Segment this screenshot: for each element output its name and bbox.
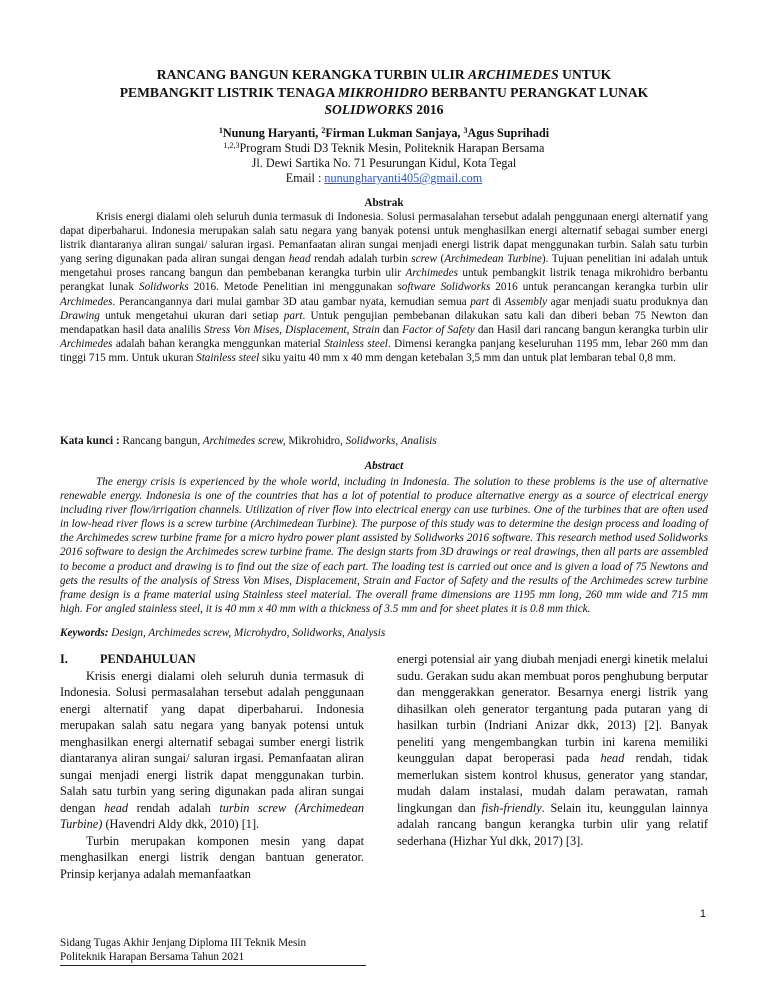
- abstrak-body: Krisis energi dialami oleh seluruh dunia termasuk di Indonesia. Solusi permasalahan tersebut adalah penggunaan energi alternatif yang dapat diperbaharui. Indonesia merupakan salah satu negara yang banyak potensi untuk menghasilkan energi alternatif sebagai sumber energi listrik diantaranya aliran sungai/ saluran irgasi. Pemanfaatan aliran sungai menjadi energi listrik dapat menggunakan turbin. Salah satu turbin yang sering digunakan pada aliran sungai dengan head rendah adalah turbin screw (Archimedean Turbine). Tujuan penelitian ini adalah untuk mengetahui proses rancang bangun dan pembebanan kerangka turbin ulir Archimedes untuk pembangkit listrik tenaga mikrohidro berbantu perangkat lunak Solidworks 2016. Metode Penelitian ini menggunakan software Solidworks 2016 untuk perancangan kerangka turbin ulir Archimedes. Perancangannya dari mulai gambar 3D atau gambar nyata, kemudian semua part di Assembly agar menjadi suatu produknya dan Drawing untuk mengetahui ukuran dari setiap part. Untuk pengujian pembebanan dilakukan satu kali dan diberi beban 75 Newton dan mendapatkan hasil data analilis Stress Von Mises, Displacement, Strain dan Factor of Safety dan Hasil dari rancang bangun kerangka turbin ulir Archimedes adalah bahan kerangka menggunkan material Stainless steel. Dimensi kerangka panjang keseluruhan 1195 mm, lebar 260 mm dan tinggi 715 mm. Untuk ukuran Stainless steel siku yaitu 40 mm x 40 mm dengan ketebalan 3,5 mm dan untuk plat lembaran tebal 0,8 mm.: [60, 211, 709, 364]
- intro-paragraph-2: Turbin merupakan komponen mesin yang dapat menghasilkan energi listrik dengan bantuan generator. Prinsip kerjanya adalah memanfaatkan: [60, 833, 364, 881]
- footer-line-1: Sidang Tugas Akhir Jenjang Diploma III Teknik Mesin: [60, 937, 307, 949]
- section-heading: I. PENDAHULUAN: [60, 652, 196, 666]
- abstract-body: The energy crisis is experienced by the whole world, including in Indonesia. The solution to these problems is the use of alternative renewable energy. Indonesia is one of the countries that has a lot of potential to produce alternative energy as a source of electrical energy including river flow/irrigation channels. Utilization of river flow into electrical energy can use turbines. One of the turbines that are often used in low-head river flows is a screw turbine (Archimedean Turbine). The purpose of this study was to determine the design process and loading of the Archimedes screw turbine frame for a micro hydro power plant assisted by Solidworks 2016 software. This research method used Solidworks 2016 software to design the Archimedes screw turbine frame. The design starts from 3D drawings or real drawings, then all parts are assembled to become a product and drawing is to find out the size of each part. The loading test is carried out once and is given a load of 75 Newtons and gets the results of the analysis of Stress Von Mises, Displacement, Strain and Factor of Safety and the results of the Archimedes screw turbine frame design is a frame material using Stainless steel material. The overall frame dimensions are 1195 mm long, 260 mm wide and 715 mm high. For angled stainless steel, it is 40 mm x 40 mm with a thickness of 3.5 mm and for sheet plates it is 0.8 mm thick.: [60, 476, 708, 615]
- kata-kunci: Kata kunci : Rancang bangun, Archimedes screw, Mikrohidro, Solidworks, Analisis: [60, 435, 437, 447]
- affiliation: $^{1,2,3}$Program Studi D3 Teknik Mesin, Politeknik Harapan Bersama: [223, 141, 545, 155]
- title-line-2: PEMBANGKIT LISTRIK TENAGA MIKROHIDRO BERBANTU PERANGKAT LUNAK: [119, 84, 649, 100]
- title-line-3: SOLIDWORKS 2016: [324, 102, 444, 117]
- email-link[interactable]: nunungharyanti405@gmail.com: [324, 171, 483, 185]
- left-column: [60, 651, 364, 882]
- email-line: Email : nunungharyanti405@gmail.com: [285, 171, 483, 185]
- intro-paragraph-1: Krisis energi dialami oleh seluruh dunia termasuk di Indonesia. Solusi permasalahan tersebut adalah penggunaan energi alternatif yang dapat diperbaharui. Indonesia merupakan salah satu negara yang banyak potensi untuk menghasilkan energi alternatif sebagai sumber energi listrik diantaranya aliran sungai/ saluran irgasi. Pemanfaatan aliran sungai menjadi energi listrik dapat menggunakan turbin. Salah satu turbin yang sering digunakan pada aliran sungai dengan head rendah adalah turbin screw (Archimedean Turbine) (Havendri Aldy dkk, 2010) [1].: [60, 668, 364, 831]
- paper-title: [60, 66, 708, 119]
- abstrak-heading: Abstrak: [364, 197, 404, 209]
- footer-line-2: Politeknik Harapan Bersama Tahun 2021: [60, 951, 245, 963]
- page-number: 1: [699, 908, 706, 920]
- abstract-heading: Abstract: [364, 460, 404, 472]
- author-names: $^1$Nunung Haryanti, $^2$Firman Lukman Sanjaya, $^3$Agus Suprihadi: [218, 126, 550, 140]
- page-footer: [60, 936, 366, 966]
- author-block: [60, 126, 708, 186]
- keywords: Keywords: Design, Archimedes screw, Microhydro, Solidworks, Analysis: [60, 627, 386, 639]
- title-line-1: RANCANG BANGUN KERANGKA TURBIN ULIR ARCHIMEDES UNTUK: [156, 67, 612, 82]
- right-column: [397, 651, 708, 849]
- intro-paragraph-2-cont: energi potensial air yang diubah menjadi energi kinetik melalui sudu. Gerakan sudu akan membuat poros penghubung berputar dan menggerakkan generator. Besarnya energi listrik yang dihasilkan oleh generator tergantung pada putaran yang di hasilkan turbin (Indriani Anizar dkk, 2013) [2]. Banyak peneliti yang mengembangkan turbin ini karena memiliki keunggulan dapat beroperasi pada head rendah, tidak memerlukan sistem kontrol khusus, generator yang standar, mudah dalam instalasi, mudah dalam perawatan, ramah lingkungan dan fish-friendly. Selain itu, keunggulan lainnya adalah rancang bangun kerangka turbin ulir yang relatif sederhana (Hizhar Yul dkk, 2017) [3].: [397, 652, 709, 848]
- address: Jl. Dewi Sartika No. 71 Pesurungan Kidul, Kota Tegal: [251, 156, 517, 170]
